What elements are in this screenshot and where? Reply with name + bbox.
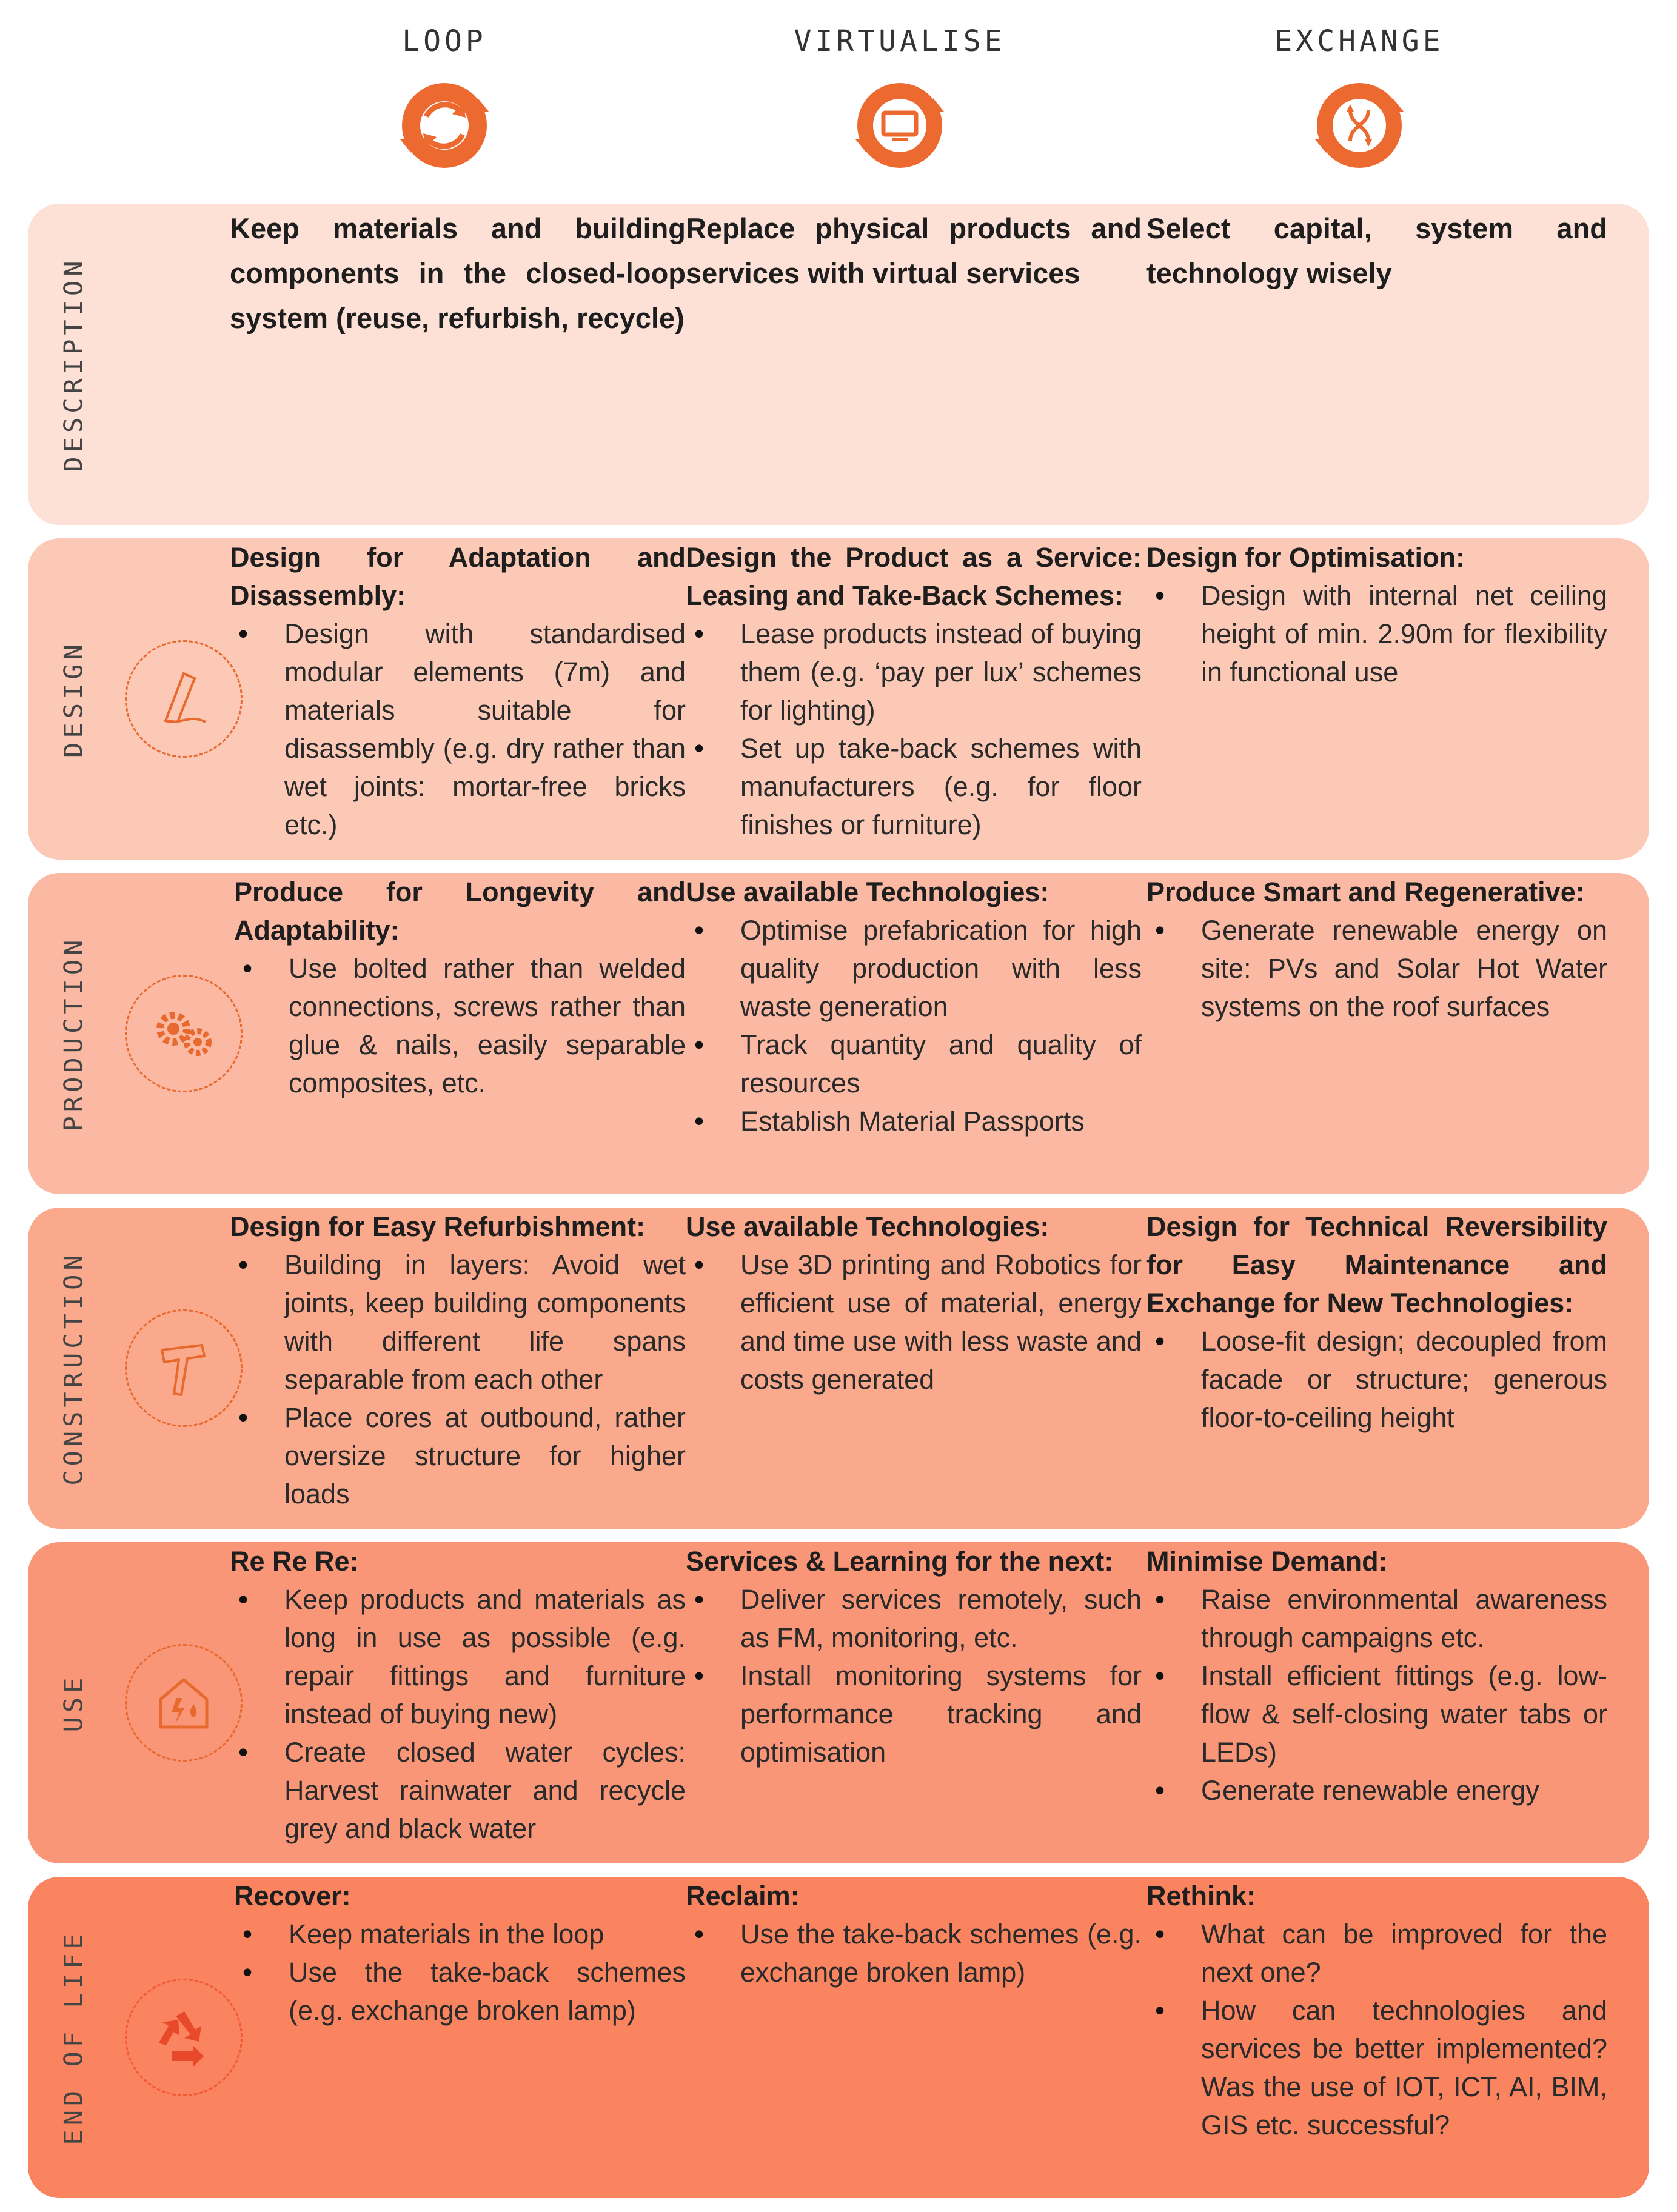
column-header-exchange bbox=[1129, 24, 1590, 177]
end-of-life-exchange: Rethink: • What can be improved for the next one? • How can technologies and services be better implemented? Was the use of IOT, ICT, AI, BIM, GIS etc. successful? bbox=[1146, 1877, 1607, 2144]
list-item: • Lease products instead of buying them (e.g. ‘pay per lux’ schemes for lighting) bbox=[686, 615, 1142, 729]
list-item: • Create closed water cycles: Harvest rainwater and recycle grey and black water bbox=[230, 1733, 686, 1848]
list-item: • Establish Material Passports bbox=[686, 1102, 1142, 1140]
list-item: • Loose-fit design; decoupled from facade or structure; generous floor-to-ceiling height bbox=[1146, 1322, 1607, 1437]
list-item: • Building in layers: Avoid wet joints, keep building components with different life spans separable from each other bbox=[230, 1246, 686, 1398]
description-virtualise: Replace physical products and services with virtual services bbox=[686, 212, 1142, 289]
column-title-virtualise: VIRTUALISE bbox=[794, 24, 1006, 58]
list-item: • Optimise prefabrication for high quality production with less waste generation bbox=[686, 911, 1142, 1026]
hammer-icon bbox=[125, 1309, 243, 1427]
exchange-icon bbox=[1308, 74, 1411, 177]
house-energy-icon bbox=[125, 1644, 243, 1762]
row-label-use: USE bbox=[58, 1673, 89, 1733]
recycle-icon bbox=[125, 1979, 243, 2096]
row-end-of-life bbox=[28, 1877, 1649, 2198]
virtualise-icon bbox=[848, 74, 951, 177]
production-loop: Produce for Longevity and Adaptability: • Use bolted rather than welded connections, screws rather than glue & nails, easily separable composites, etc. bbox=[234, 873, 686, 1102]
design-exchange: Design for Optimisation: • Design with internal net ceiling height of min. 2.90m for flexibility in functional use bbox=[1146, 538, 1607, 691]
column-title-exchange: EXCHANGE bbox=[1274, 24, 1444, 58]
list-item: • Place cores at outbound, rather oversize structure for higher loads bbox=[230, 1398, 686, 1513]
row-label-end-of-life: END OF LIFE bbox=[58, 1930, 89, 2145]
row-use bbox=[28, 1542, 1649, 1863]
end-of-life-virtualise: Reclaim: • Use the take-back schemes (e.g. exchange broken lamp) bbox=[686, 1877, 1142, 1991]
list-item: • Use the take-back schemes (e.g. exchange broken lamp) bbox=[234, 1953, 686, 2030]
list-item: • Set up take-back schemes with manufacturers (e.g. for floor finishes or furniture) bbox=[686, 729, 1142, 844]
column-title-loop: LOOP bbox=[402, 24, 487, 58]
end-of-life-loop: Recover: • Keep materials in the loop • Use the take-back schemes (e.g. exchange broken lamp) bbox=[234, 1877, 686, 2030]
row-label-production: PRODUCTION bbox=[58, 935, 89, 1132]
list-item: • How can technologies and services be better implemented? Was the use of IOT, ICT, AI, BIM, GIS etc. successful? bbox=[1146, 1991, 1607, 2144]
construction-virtualise: Use available Technologies: • Use 3D printing and Robotics for efficient use of material, energy and time use with less waste and costs generated bbox=[686, 1208, 1142, 1398]
list-item: • Track quantity and quality of resources bbox=[686, 1026, 1142, 1102]
row-production bbox=[28, 873, 1649, 1194]
list-item: • Use bolted rather than welded connections, screws rather than glue & nails, easily separable composites, etc. bbox=[234, 949, 686, 1102]
production-exchange: Produce Smart and Regenerative: • Generate renewable energy on site: PVs and Solar Hot Water systems on the roof surfaces bbox=[1146, 873, 1607, 1026]
list-item: • Keep materials in the loop bbox=[234, 1915, 686, 1953]
design-virtualise: Design the Product as a Service: Leasing and Take-Back Schemes: • Lease products instead of buying them (e.g. ‘pay per lux’ schemes for lighting) • Set up take-back schemes with manufacturers (e.g. for floor finishes or furniture) bbox=[686, 538, 1142, 844]
description-loop: Keep materials and building components in the closed-loop system (reuse, refurbish, recycle) bbox=[230, 212, 686, 334]
row-label-design: DESIGN bbox=[58, 640, 89, 758]
row-description bbox=[28, 204, 1649, 525]
list-item: • What can be improved for the next one? bbox=[1146, 1915, 1607, 1991]
row-design bbox=[28, 538, 1649, 860]
list-item: • Generate renewable energy on site: PVs and Solar Hot Water systems on the roof surfaces bbox=[1146, 911, 1607, 1026]
row-construction bbox=[28, 1208, 1649, 1529]
description-exchange: Select capital, system and technology wisely bbox=[1146, 212, 1607, 289]
list-item: • Design with standardised modular elements (7m) and materials suitable for disassembly (e.g. dry rather than wet joints: mortar-free bricks etc.) bbox=[230, 615, 686, 844]
row-label-construction: CONSTRUCTION bbox=[58, 1251, 89, 1486]
use-loop: Re Re Re: • Keep products and materials as long in use as possible (e.g. repair fittings and furniture instead of buying new) • Create closed water cycles: Harvest rainwater and recycle grey and black water bbox=[230, 1542, 686, 1848]
column-header-virtualise bbox=[669, 24, 1130, 177]
list-item: • Use 3D printing and Robotics for efficient use of material, energy and time use with less waste and costs generated bbox=[686, 1246, 1142, 1398]
loop-icon bbox=[393, 74, 496, 177]
list-item: • Install efficient fittings (e.g. low-flow & self-closing water tabs or LEDs) bbox=[1146, 1657, 1607, 1771]
use-exchange: Minimise Demand: • Raise environmental awareness through campaigns etc. • Install efficient fittings (e.g. low-flow & self-closing water tabs or LEDs) • Generate renewable energy bbox=[1146, 1542, 1607, 1809]
list-item: • Install monitoring systems for performance tracking and optimisation bbox=[686, 1657, 1142, 1771]
design-loop: Design for Adaptation and Disassembly: • Design with standardised modular elements (7m) and materials suitable for disassembly (e.g. dry rather than wet joints: mortar-free bricks etc.) bbox=[230, 538, 686, 844]
row-label-description: DESCRIPTION bbox=[58, 256, 89, 472]
pencil-ruler-icon bbox=[125, 640, 243, 758]
construction-exchange: Design for Technical Reversibility for Easy Maintenance and Exchange for New Technologies: • Loose-fit design; decoupled from facade or structure; generous floor-to-ceiling height bbox=[1146, 1208, 1607, 1437]
gears-icon bbox=[125, 975, 243, 1092]
list-item: • Use the take-back schemes (e.g. exchange broken lamp) bbox=[686, 1915, 1142, 1991]
construction-loop: Design for Easy Refurbishment: • Building in layers: Avoid wet joints, keep building components with different life spans separable from each other • Place cores at outbound, rather oversize structure for higher loads bbox=[230, 1208, 686, 1513]
list-item: • Keep products and materials as long in use as possible (e.g. repair fittings and furniture instead of buying new) bbox=[230, 1580, 686, 1733]
list-item: • Design with internal net ceiling height of min. 2.90m for flexibility in functional use bbox=[1146, 576, 1607, 691]
list-item: • Generate renewable energy bbox=[1146, 1771, 1607, 1809]
list-item: • Deliver services remotely, such as FM, monitoring, etc. bbox=[686, 1580, 1142, 1657]
column-header-loop bbox=[214, 24, 675, 177]
production-virtualise: Use available Technologies: • Optimise prefabrication for high quality production with less waste generation • Track quantity and quality of resources • Establish Material Passports bbox=[686, 873, 1142, 1140]
use-virtualise: Services & Learning for the next: • Deliver services remotely, such as FM, monitoring, etc. • Install monitoring systems for performance tracking and optimisation bbox=[686, 1542, 1142, 1771]
list-item: • Raise environmental awareness through campaigns etc. bbox=[1146, 1580, 1607, 1657]
